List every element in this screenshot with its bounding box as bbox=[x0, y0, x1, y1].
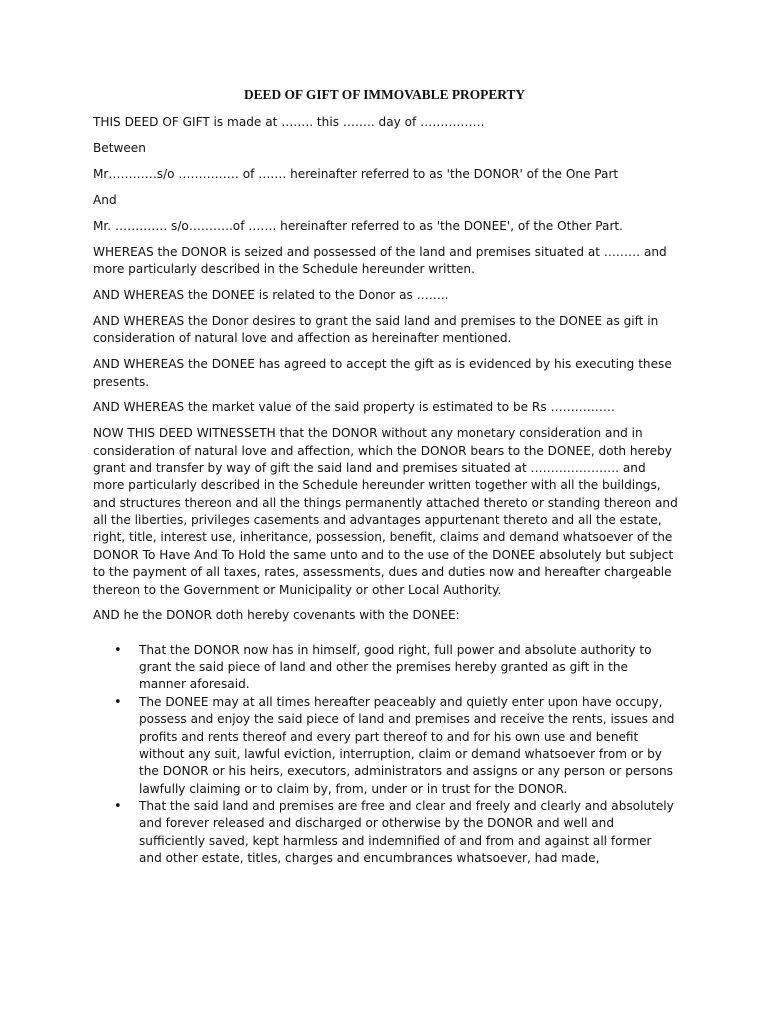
covenant-text: The DONEE may at all times hereafter peaceably and quietly enter upon have occupy, possess and enjoy the said piece of land and premises and receive the rents, issues and profits and rents thereof and every part thereof to and for his own use and benefit without any suit, lawful eviction, interruption, claim or demand whatsoever from or by the DONOR or his heirs, executors, administrators and assigns or any person or persons lawfully claiming or to claim by, from, under or in trust for the DONOR. bbox=[139, 694, 675, 796]
and-label: And bbox=[93, 192, 117, 207]
bullet-icon: • bbox=[114, 694, 122, 710]
covenants-list bbox=[93, 642, 678, 867]
whereas-seized-paragraph: WHEREAS the DONOR is seized and possessed of the land and premises situated at ……… and more particularly described in the Schedule hereunder written. bbox=[93, 244, 667, 277]
document-title: DEED OF GIFT OF IMMOVABLE PROPERTY bbox=[243, 87, 526, 102]
witnesseth-paragraph: NOW THIS DEED WITNESSETH that the DONOR without any monetary consideration and in consideration of natural love and affection, which the DONOR bears to the DONEE, doth hereby grant and transfer by way of gift the said land and premises situated at …………………. and more particularly described in the Schedule hereunder written together with all the buildings, and structures thereon and all the things permanently attached thereto or standing thereon and all the liberties, privileges casements and advantages appurtenant thereto and all the estate, right, title, interest use, inheritance, possession, benefit, claims and demand whatsoever of the DONOR To Have And To Hold the same unto and to the use of the DONEE absolutely but subject to the payment of all taxes, rates, assessments, dues and duties now and hereafter chargeable thereon to the Government or Municipality or other Local Authority. bbox=[93, 426, 678, 597]
covenant-text: That the DONOR now has in himself, good right, full power and absolute authority to grant the said piece of land and other the premises hereby granted as gift in the manner aforesaid. bbox=[139, 642, 652, 692]
covenants-intro: AND he the DONOR doth hereby covenants with the DONEE: bbox=[93, 608, 460, 623]
list-item bbox=[93, 798, 678, 867]
whereas-related-paragraph: AND WHEREAS the DONEE is related to the Donor as …….. bbox=[93, 287, 449, 302]
bullet-icon: • bbox=[114, 642, 122, 658]
bullet-icon: • bbox=[114, 798, 122, 814]
donee-party-line: Mr. …………. s/o………..of ……. hereinafter referred to as 'the DONEE', of the Other Part. bbox=[93, 218, 623, 233]
whereas-desires-paragraph: AND WHEREAS the Donor desires to grant the said land and premises to the DONEE as gift in consideration of natural love and affection as hereinafter mentioned. bbox=[93, 313, 659, 346]
whereas-market-value-paragraph: AND WHEREAS the market value of the said property is estimated to be Rs ……………. bbox=[93, 400, 615, 415]
list-item bbox=[93, 694, 678, 798]
document-page bbox=[93, 86, 678, 867]
deed-opening-line: THIS DEED OF GIFT is made at …….. this …….. day of ……………. bbox=[93, 115, 485, 129]
list-item bbox=[93, 642, 678, 694]
whereas-accept-paragraph: AND WHEREAS the DONEE has agreed to accept the gift as is evidenced by his executing these presents. bbox=[93, 357, 672, 389]
covenant-text: That the said land and premises are free and clear and freely and clearly and absolutely and forever released and discharged or otherwise by the DONOR and well and sufficiently saved, kept harmless and indemnified of and from and against all former and other estate, titles, charges and encumbrances whatsoever, had made, bbox=[139, 798, 674, 865]
between-label: Between bbox=[93, 140, 146, 155]
donor-party-line: Mr…………s/o …………… of ……. hereinafter referred to as 'the DONOR' of the One Part bbox=[93, 166, 619, 181]
